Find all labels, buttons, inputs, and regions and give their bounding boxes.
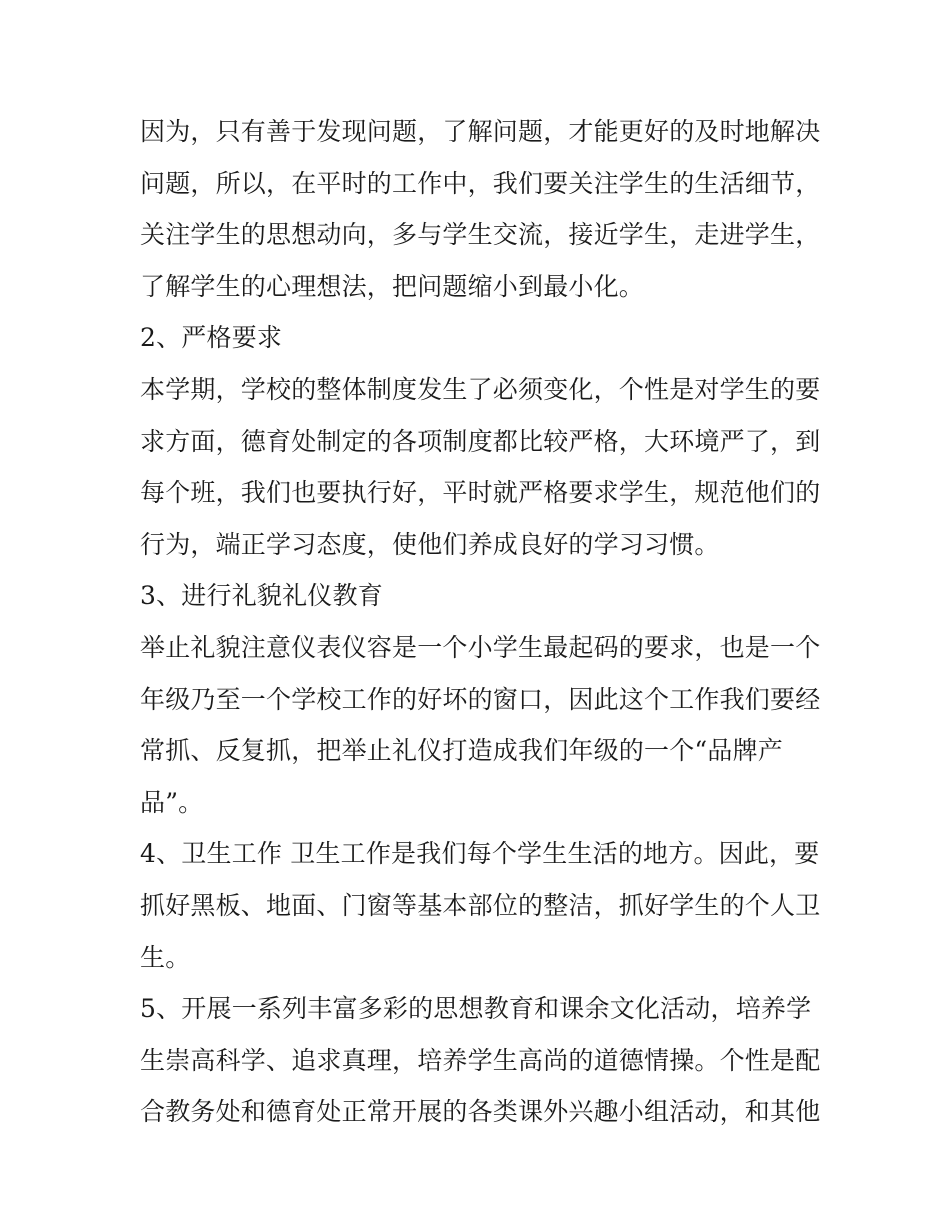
section-heading: 5、开展一系列丰富多彩的思想教育和课余文化活动，培养学	[140, 994, 812, 1024]
section-heading: 4、卫生工作 卫生工作是我们每个学生生活的地方。因此，要	[140, 839, 820, 869]
text-line: 合教务处和德育处正常开展的各类课外兴趣小组活动，和其他	[140, 1097, 821, 1127]
text-line: 抓好黑板、地面、门窗等基本部位的整洁，抓好学生的个人卫	[140, 890, 821, 920]
text-line: 生崇高科学、追求真理，培养学生高尚的道德情操。个性是配	[140, 1045, 821, 1075]
text-line: 问题，所以，在平时的工作中，我们要关注学生的生活细节，	[140, 168, 821, 198]
text-line: 行为，端正学习态度，使他们养成良好的学习习惯。	[140, 529, 720, 559]
text-line: 本学期，学校的整体制度发生了必须变化，个性是对学生的要	[140, 374, 821, 404]
section-heading: 3、进行礼貌礼仪教育	[140, 581, 383, 611]
section-heading: 2、严格要求	[140, 323, 283, 353]
text-line: 关注学生的思想动向，多与学生交流，接近学生，走进学生，	[140, 220, 821, 250]
text-line: 求方面，德育处制定的各项制度都比较严格，大环境严了，到	[140, 426, 821, 456]
text-line: 年级乃至一个学校工作的好坏的窗口，因此这个工作我们要经	[140, 684, 821, 714]
text-line: 因为，只有善于发现问题，了解问题，才能更好的及时地解决	[140, 117, 821, 146]
document-body	[140, 106, 821, 1138]
text-line: 常抓、反复抓，把举止礼仪打造成我们年级的一个“品牌产	[140, 736, 783, 766]
text-line: 生。	[140, 942, 191, 972]
text-line: 举止礼貌注意仪表仪容是一个小学生最起码的要求，也是一个	[140, 632, 821, 662]
text-line: 了解学生的心理想法，把问题缩小到最小化。	[140, 271, 645, 301]
text-line: 品”。	[140, 787, 204, 817]
text-line: 每个班，我们也要执行好，平时就严格要求学生，规范他们的	[140, 478, 821, 508]
